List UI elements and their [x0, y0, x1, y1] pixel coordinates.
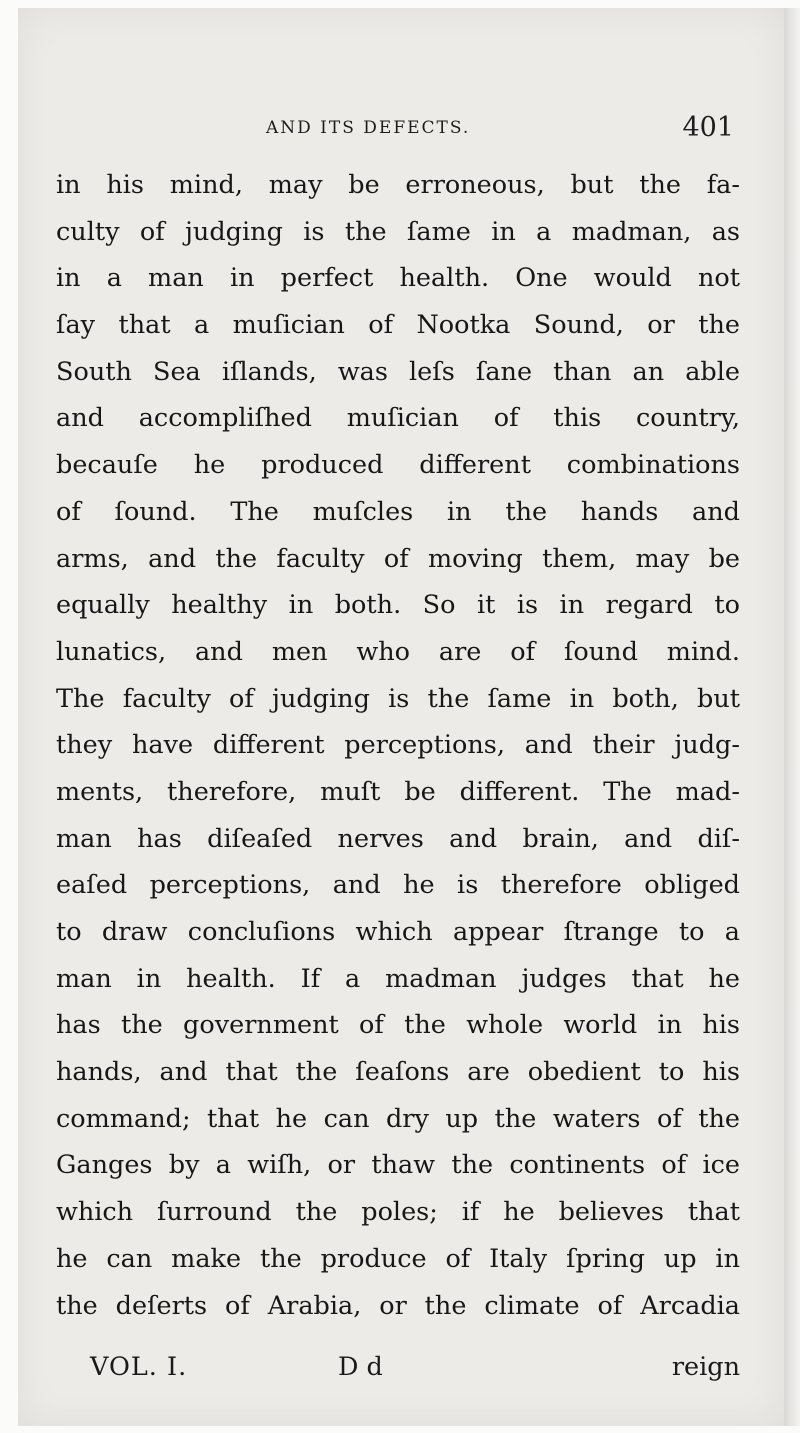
text-line: ments, therefore, muſt be different. The mad-: [56, 776, 740, 807]
text-line: of ſound. The muſcles in the hands and: [56, 496, 740, 527]
text-line: command; that he can dry up the waters of the: [56, 1103, 740, 1134]
text-line: ſay that a muſician of Nootka Sound, or the: [56, 310, 740, 341]
text-line: arms, and the faculty of moving them, may be: [56, 543, 740, 574]
catchword: reign: [671, 1352, 740, 1382]
signature-mark: D d: [338, 1352, 383, 1382]
page-edge-shadow: [784, 8, 800, 1426]
text-line: he can make the produce of Italy ſpring up in: [56, 1243, 740, 1274]
text-line: hands, and that the ſeaſons are obedient to his: [56, 1057, 740, 1088]
text-line: man has diſeaſed nerves and brain, and diſ-: [56, 823, 740, 854]
text-line: becauſe he produced different combinations: [56, 450, 740, 481]
text-line: in his mind, may be erroneous, but the fa-: [56, 170, 740, 200]
text-line: in a man in perfect health. One would not: [56, 263, 740, 294]
text-line: equally healthy in both. So it is in regard to: [56, 590, 740, 621]
text-line: culty of judging is the ſame in a madman, as: [56, 216, 740, 247]
text-line: to draw concluſions which appear ſtrange to a: [56, 917, 740, 947]
text-line: has the government of the whole world in his: [56, 1010, 740, 1041]
text-line: The faculty of judging is the ſame in both, but: [56, 683, 740, 714]
text-line: man in health. If a madman judges that he: [56, 963, 740, 994]
text-line: South Sea iſlands, was leſs ſane than an able: [56, 356, 740, 387]
text-line: which ſurround the poles; if he believes that: [56, 1197, 740, 1228]
text-line: lunatics, and men who are of ſound mind.: [56, 636, 740, 667]
page-number: 401: [682, 112, 734, 143]
text-line: the deſerts of Arabia, or the climate of Arcadia: [56, 1290, 740, 1321]
text-line: eaſed perceptions, and he is therefore obliged: [56, 870, 740, 901]
body-text: [56, 162, 740, 1329]
text-line: Ganges by a wiſh, or thaw the continents of ice: [56, 1150, 740, 1181]
text-line: and accompliſhed muſician of this country,: [56, 403, 740, 434]
running-title: AND ITS DEFECTS.: [266, 118, 471, 138]
page-footer: [56, 1352, 740, 1396]
volume-mark: VOL. I.: [90, 1352, 188, 1382]
text-line: they have different perceptions, and their judg-: [56, 730, 740, 761]
running-head: [56, 112, 740, 152]
